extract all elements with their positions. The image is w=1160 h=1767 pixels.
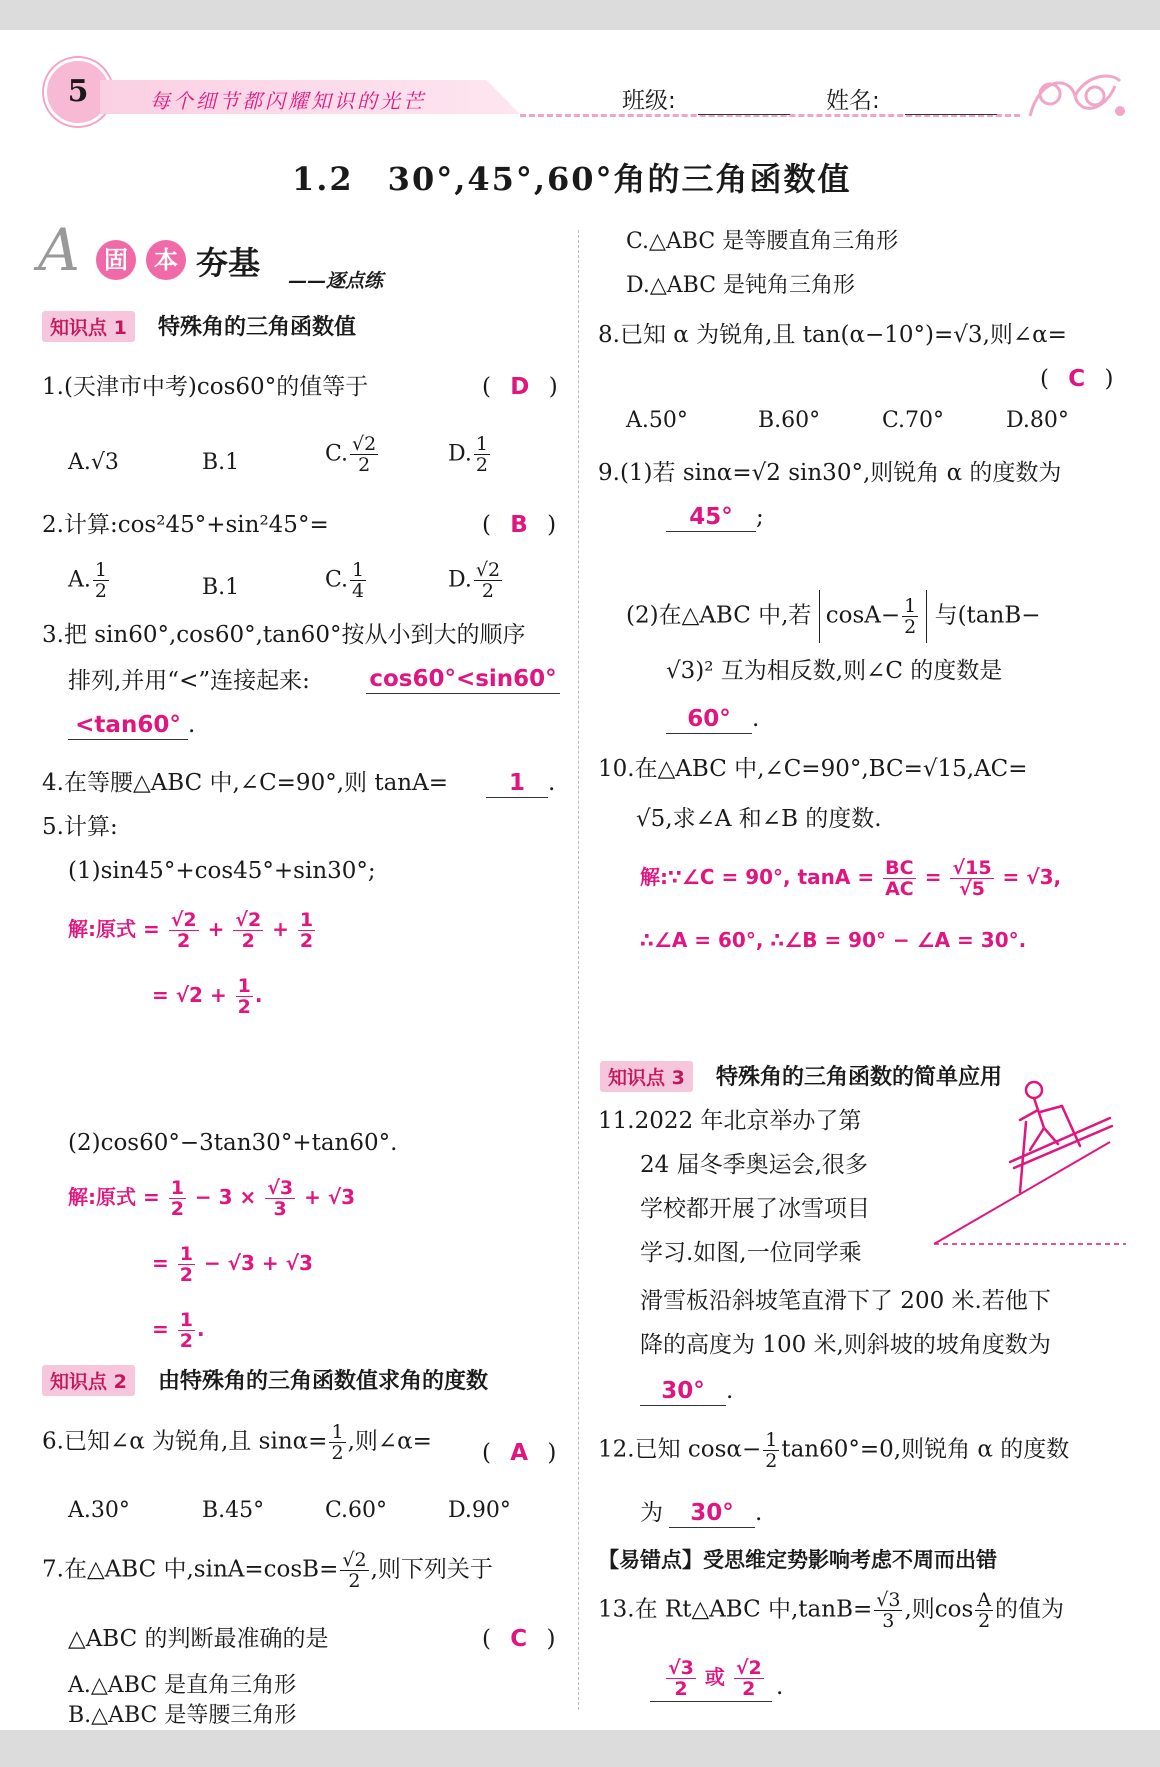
- q2-answer: B: [510, 512, 528, 538]
- q2-option-c: C. $\frac{1}{4}$: [325, 559, 365, 602]
- q7-option-b: B.△ABC 是等腰三角形: [68, 1703, 297, 1728]
- q13-stem: 13.在 Rt△ABC 中,tanB= $\frac{√3}{3}$ ,则cos $\frac{A}{2}$ 的值为: [598, 1589, 1065, 1632]
- q6-answer-slot: ( A ): [482, 1440, 557, 1466]
- q6-option-d: D.90°: [448, 1498, 511, 1523]
- q2-option-d: D. $\frac{√2}{2}$: [448, 559, 501, 602]
- q7-option-a: A.△ABC 是直角三角形: [68, 1673, 297, 1698]
- section-a-letter: A: [38, 216, 80, 284]
- slogan-text: 每个细节都闪耀知识的光芒: [150, 89, 426, 113]
- kp2-title: 由特殊角的三角函数值求角的度数: [157, 1369, 488, 1394]
- q11-line1: 11.2022 年北京举办了第: [598, 1108, 862, 1134]
- page-title: 1.2 30°,45°,60°角的三角函数值: [292, 160, 852, 198]
- section-a-gu: 固: [96, 240, 136, 280]
- q8-option-d: D.80°: [1006, 408, 1069, 433]
- q7-answer: C: [510, 1626, 528, 1652]
- q3-answer-1: cos60°<sin60°: [366, 664, 560, 694]
- q13-end: .: [776, 1674, 784, 1700]
- skier-slope-figure: [930, 1072, 1130, 1252]
- q1-answer-slot: ( D ): [482, 374, 558, 400]
- q2-option-b: B.1: [202, 575, 240, 600]
- q3-line1: 3.把 sin60°,cos60°,tan60°按从小到大的顺序: [42, 622, 526, 648]
- q9-part2-line2: √3)² 互为相反数,则∠C 的度数是: [666, 658, 1003, 684]
- floral-ornament-icon: [1020, 66, 1130, 126]
- q12-answer: 30°: [669, 1499, 755, 1528]
- q13-answer: $\frac{√3}{2}$ 或 $\frac{√2}{2}$: [650, 1658, 772, 1702]
- q9-answer1: 45° ;: [666, 502, 764, 532]
- name-label: 姓名:: [826, 88, 880, 114]
- name-field[interactable]: [905, 114, 997, 115]
- q3-answer-2: <tan60° .: [68, 710, 195, 740]
- q8-answer-slot: ( C ): [1040, 366, 1114, 392]
- q2-answer-slot: ( B ): [482, 512, 557, 538]
- q8-option-a: A.50°: [626, 408, 688, 433]
- q11-answer-value: 30°: [640, 1377, 726, 1406]
- q6-option-a: A.30°: [68, 1498, 130, 1523]
- q9-part1: 9.(1)若 sinα=√2 sin30°,则锐角 α 的度数为: [598, 460, 1062, 486]
- q6-answer: A: [510, 1440, 529, 1466]
- q7-answer-slot: ( C ): [482, 1626, 556, 1652]
- q9-part2-line1: (2)在△ABC 中,若 cosA− $\frac{1}{2}$ 与(tanB−: [626, 590, 1041, 643]
- q11-line2: 24 届冬季奥运会,很多: [640, 1152, 868, 1178]
- q5-part2: (2)cos60°−3tan30°+tan60°.: [68, 1130, 398, 1156]
- q8-answer: C: [1068, 366, 1086, 392]
- q11-line6: 降的高度为 100 米,则斜坡的坡角度数为: [640, 1332, 1051, 1358]
- q5-solution2-line1: 解:原式 = $\frac{1}{2}$ − 3 × $\frac{√3}{3}$ + √3: [68, 1177, 356, 1220]
- page-number: 5: [67, 74, 89, 109]
- q1-answer: D: [510, 374, 530, 400]
- error-point-heading: 【易错点】受思维定势影响考虑不周而出错: [598, 1548, 997, 1572]
- q4-stem: 4.在等腰△ABC 中,∠C=90°,则 tanA=: [42, 770, 448, 796]
- q2-stem: 2.计算:cos²45°+sin²45°=: [42, 512, 329, 538]
- kp1-badge: 知识点 1: [42, 311, 135, 342]
- q1-stem: 1.(天津市中考)cos60°的值等于: [42, 374, 369, 400]
- q8-option-c: C.70°: [882, 408, 945, 433]
- q10-solution-line2: ∴∠A = 60°, ∴∠B = 90° − ∠A = 30°.: [640, 928, 1027, 952]
- kp2-heading: [42, 1364, 488, 1396]
- q6-stem: 6.已知∠α 为锐角,且 sinα= $\frac{1}{2}$ ,则∠α=: [42, 1421, 432, 1464]
- q6-option-b: B.45°: [202, 1498, 265, 1523]
- kp1-heading: [42, 310, 356, 342]
- q5-solution2-line2: = $\frac{1}{2}$ − √3 + √3: [152, 1243, 313, 1286]
- q10-line2: √5,求∠A 和∠B 的度数.: [636, 806, 882, 832]
- q1-option-a: A.√3: [68, 450, 119, 475]
- q1-option-b: B.1: [202, 450, 240, 475]
- q5-part1: (1)sin45°+cos45°+sin30°;: [68, 858, 376, 884]
- q1-option-d: D. $\frac{1}{2}$: [448, 433, 488, 476]
- q10-line1: 10.在△ABC 中,∠C=90°,BC=√15,AC=: [598, 756, 1028, 782]
- q10-solution-line1: 解:∵∠C = 90°, tanA = $\frac{BC}{AC}$ = $\frac{√15}{√5}$ = √3,: [640, 857, 1062, 900]
- q12-line2: 为 30° .: [640, 1500, 763, 1526]
- column-divider: [578, 230, 579, 1710]
- q2-option-a: A. $\frac{1}{2}$: [68, 559, 107, 602]
- q4-answer: 1 .: [486, 768, 555, 798]
- q11-line3: 学校都开展了冰雪项目: [640, 1196, 870, 1222]
- q9-answer2: 60° .: [666, 704, 759, 734]
- q7-option-c: C.△ABC 是等腰直角三角形: [626, 229, 899, 254]
- q12-stem: 12.已知 cosα− $\frac{1}{2}$ tan60°=0,则锐角 α 的度数: [598, 1429, 1070, 1472]
- section-a-title: 夯基: [196, 244, 261, 282]
- kp3-title: 特殊角的三角函数的简单应用: [715, 1065, 1002, 1090]
- q5-solution2-line3: = $\frac{1}{2}$ .: [152, 1309, 205, 1352]
- q7-option-d: D.△ABC 是钝角三角形: [626, 273, 856, 298]
- q5-solution1-line1: 解:原式 = $\frac{√2}{2}$ + $\frac{√2}{2}$ + $\frac{1}{2}$: [68, 909, 314, 952]
- q11-answer: 30° .: [640, 1376, 733, 1406]
- q7-stem: 7.在△ABC 中,sinA=cosB= $\frac{√2}{2}$ ,则下列关于: [42, 1549, 493, 1592]
- section-a-subtitle: ——逐点练: [288, 270, 384, 292]
- q8-option-b: B.60°: [758, 408, 821, 433]
- worksheet-page: [0, 30, 1160, 1730]
- q11-line5: 滑雪板沿斜坡笔直滑下了 200 米.若他下: [640, 1288, 1051, 1314]
- section-a-ben: 本: [146, 240, 186, 280]
- q5-stem: 5.计算:: [42, 814, 118, 840]
- class-field[interactable]: [698, 114, 790, 115]
- q7-line2: △ABC 的判断最准确的是: [68, 1626, 329, 1652]
- kp3-badge: 知识点 3: [600, 1061, 693, 1092]
- q8-stem: 8.已知 α 为锐角,且 tan(α−10°)=√3,则∠α=: [598, 322, 1067, 348]
- q3-line2: 排列,并用“<”连接起来:: [68, 668, 310, 694]
- q5-solution1-line2: = √2 + $\frac{1}{2}$ .: [152, 975, 263, 1018]
- q1-option-c: C. $\frac{√2}{2}$: [325, 433, 377, 476]
- kp1-title: 特殊角的三角函数值: [157, 315, 356, 340]
- q11-line4: 学习.如图,一位同学乘: [640, 1240, 862, 1266]
- q6-option-c: C.60°: [325, 1498, 388, 1523]
- class-label: 班级:: [622, 88, 676, 114]
- kp2-badge: 知识点 2: [42, 1365, 135, 1396]
